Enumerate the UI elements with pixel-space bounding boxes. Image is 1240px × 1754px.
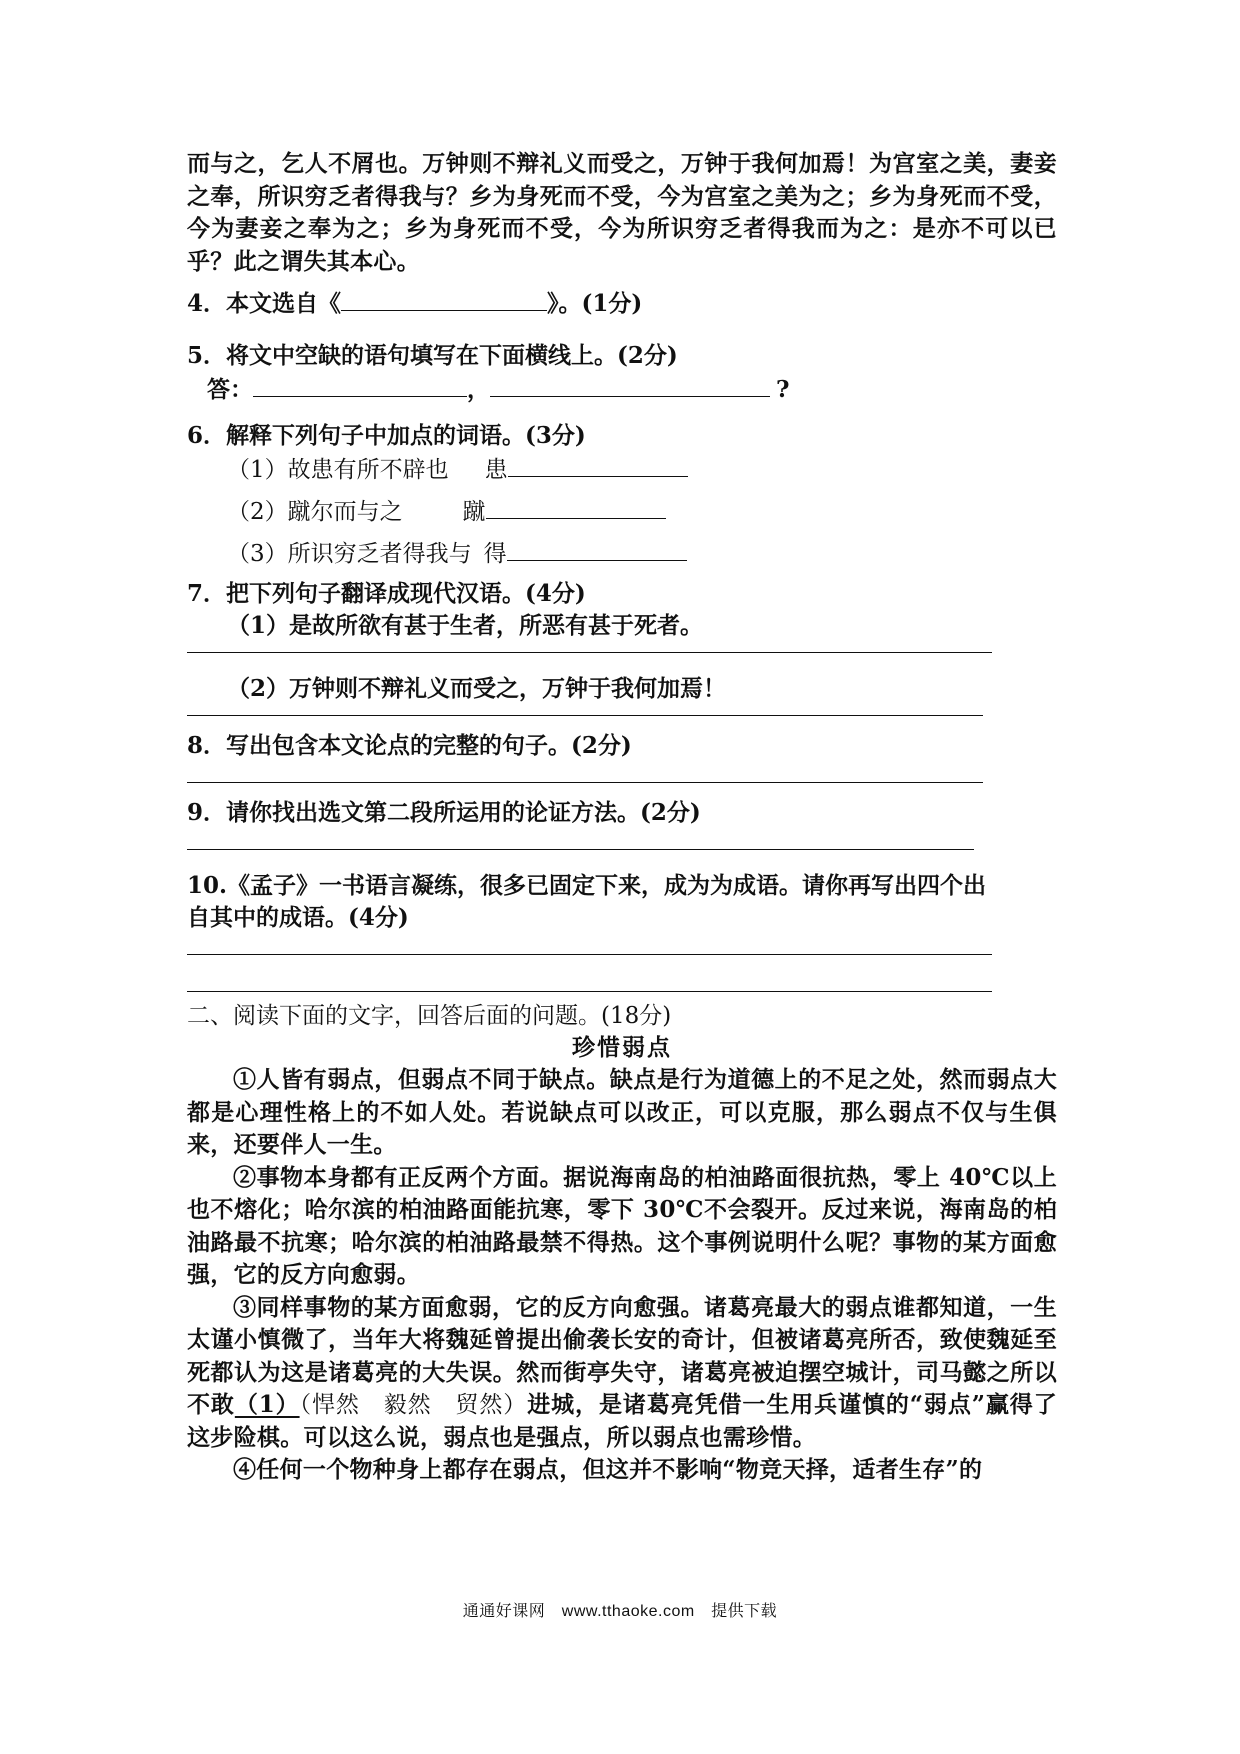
article-paragraph-3-options: （悍然 毅然 贸然） (299, 1392, 528, 1418)
article-paragraph-3-blank[interactable]: （1） (234, 1391, 300, 1418)
question-4-suffix: 》。(1分) (547, 290, 643, 317)
question-6-item-3 (187, 536, 1057, 570)
question-10-line-1: 10.《孟子》一书语言凝练，很多已固定下来，成为为成语。请你再写出四个出 (187, 872, 987, 899)
article-paragraph-2: ②事物本身都有正反两个方面。据说海南岛的柏油路面很抗热，零上 40℃以上也不熔化；哈尔滨的柏油路面能抗寒，零下 30℃不会裂开。反过来说，海南岛的柏油路最不抗寒；哈尔滨的柏油路最禁不得热。这个事例说明什么呢？事物的某方面愈强，它的反方向愈弱。 (187, 1163, 1057, 1288)
question-7-prompt: 7．把下列句子翻译成现代汉语。(4分) (187, 580, 586, 607)
question-6-item-3-word: 得 (483, 541, 507, 567)
question-5-answer-row (187, 372, 1057, 406)
question-6-item-1 (187, 452, 1057, 486)
article-title: 珍惜弱点 (572, 1034, 672, 1061)
question-5-comma: ， (467, 376, 490, 403)
question-5-blank-1[interactable] (253, 372, 467, 397)
passage-continuation: 而与之，乞人不屑也。万钟则不辩礼义而受之，万钟于我何加焉！为宫室之美，妻妾之奉，所识穷乏者得我与？乡为身死而不受，今为宫室之美为之；乡为身死而不受，今为妻妾之奉为之；乡为身死而不受，今为所识穷乏者得我而为之：是亦不可以已乎？此之谓失其本心。 (187, 150, 1057, 275)
article-paragraph-1: ①人皆有弱点，但弱点不同于缺点。缺点是行为道德上的不足之处，然而弱点大都是心理性格上的不如人处。若说缺点可以改正，可以克服，那么弱点不仅与生俱来，还要伴人一生。 (187, 1066, 1057, 1158)
section-2-heading: 二、阅读下面的文字，回答后面的问题。(18分) (187, 1003, 672, 1029)
article-paragraph-3 (187, 1292, 1057, 1455)
question-6-item-3-blank[interactable] (507, 536, 687, 561)
question-4-blank[interactable] (341, 286, 547, 311)
question-6-item-3-label: （3）所识穷乏者得我与 (227, 541, 472, 567)
question-6-prompt: 6．解释下列句子中加点的词语。(3分) (187, 422, 586, 449)
question-5-question-mark: ? (776, 376, 790, 403)
question-5-prompt: 5．将文中空缺的语句填写在下面横线上。(2分) (187, 342, 678, 369)
question-5-blank-2[interactable] (490, 372, 770, 397)
article-paragraph-3-after: 进城，是诸葛亮凭借一生用兵谨慎的“弱点”赢得了这步险棋。可以这么说，弱点也是强点，所以弱点也需珍惜。 (187, 1391, 1058, 1451)
question-6-item-2 (187, 494, 1057, 528)
question-6-item-2-blank[interactable] (486, 494, 666, 519)
question-6-item-2-word: 蹴 (462, 499, 486, 525)
page-footer: 通通好课网 www.tthaoke.com 提供下载 (462, 1603, 778, 1620)
question-4 (187, 286, 1057, 320)
question-7-item-2: （2）万钟则不辩礼义而受之，万钟于我何加焉！ (227, 675, 727, 702)
question-8-prompt: 8．写出包含本文论点的完整的句子。(2分) (187, 732, 632, 759)
question-6-item-1-label: （1）故患有所不辟也 (227, 457, 449, 483)
article-paragraph-3-before: ③同样事物的某方面愈弱，它的反方向愈强。诸葛亮最大的弱点谁都知道，一生太谨小慎微了，当年大将魏延曾提出偷袭长安的奇计，但被诸葛亮所否，致使魏延至死都认为这是诸葛亮的大失误。然而街亭失守，诸葛亮被迫摆空城计，司马懿之所以不敢 (187, 1293, 1057, 1418)
question-6-item-1-word: 患 (484, 457, 508, 483)
question-6-item-2-label: （2）蹴尔而与之 (227, 499, 403, 525)
article-paragraph-4: ④任何一个物种身上都存在弱点，但这并不影响“物竞天择，适者生存”的 (233, 1456, 983, 1483)
question-6-item-1-blank[interactable] (508, 452, 688, 477)
question-7-item-1: （1）是故所欲有甚于生者，所恶有甚于死者。 (227, 612, 704, 639)
question-9-prompt: 9．请你找出选文第二段所运用的论证方法。(2分) (187, 799, 701, 826)
question-5-answer-label: 答： (207, 376, 253, 403)
question-10-line-2: 自其中的成语。(4分) (187, 904, 409, 931)
question-4-prefix: 4．本文选自《 (187, 290, 342, 317)
page-content (187, 148, 1057, 1487)
